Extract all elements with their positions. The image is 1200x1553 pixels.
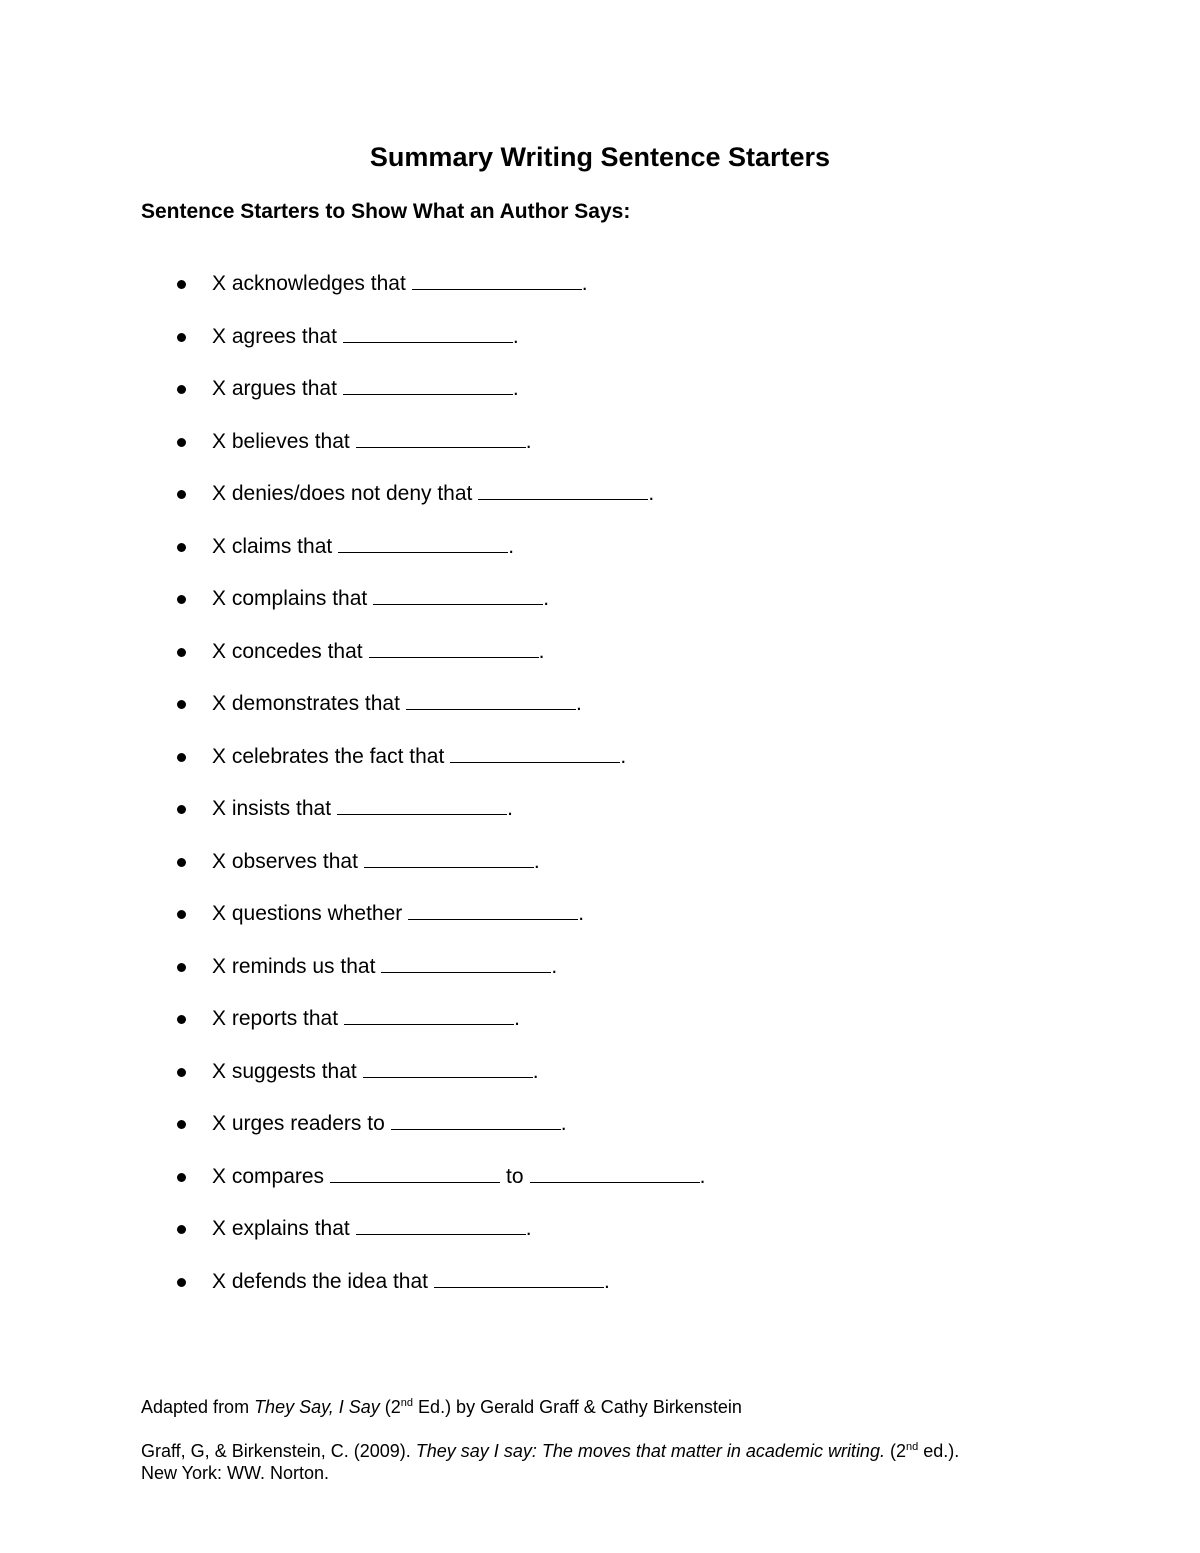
fill-in-blank xyxy=(406,689,576,710)
starter-end-punctuation: . xyxy=(512,377,519,400)
fill-in-blank xyxy=(381,952,551,973)
sentence-starter-item xyxy=(0,476,705,529)
starter-end-punctuation: . xyxy=(581,272,588,295)
fill-in-blank xyxy=(338,532,508,553)
sentence-starter-item xyxy=(0,529,705,582)
bullet-icon xyxy=(177,1015,186,1024)
sentence-starter-item xyxy=(0,1054,705,1107)
citation xyxy=(141,1440,959,1484)
bullet-icon xyxy=(177,700,186,709)
sentence-starter-item xyxy=(0,424,705,477)
sentence-starter-item xyxy=(0,896,705,949)
bullet-icon xyxy=(177,1120,186,1129)
fill-in-blank xyxy=(356,1214,526,1235)
starter-end-punctuation: . xyxy=(525,429,532,453)
starter-end-punctuation: . xyxy=(578,902,585,925)
citation-edition-close: ed.). xyxy=(918,1441,960,1461)
starter-text: X questions whether xyxy=(212,902,403,925)
fill-in-blank xyxy=(412,269,582,290)
starter-end-punctuation: . xyxy=(507,797,513,820)
fill-in-blank xyxy=(450,742,620,763)
starter-text: X agrees that xyxy=(212,324,337,348)
sentence-starter-item xyxy=(0,686,705,739)
bullet-icon xyxy=(177,1068,186,1077)
bullet-icon xyxy=(177,963,186,972)
citation-title: They say I say: The moves that matter in academic writing. xyxy=(415,1441,885,1461)
bullet-icon xyxy=(177,648,186,657)
bullet-icon xyxy=(177,1225,186,1234)
bullet-icon xyxy=(177,333,186,342)
sentence-starter-item xyxy=(0,1264,705,1317)
starter-end-punctuation: . xyxy=(538,639,545,663)
sentence-starter-item xyxy=(0,319,705,372)
adaptation-book-title: They Say, I Say xyxy=(254,1397,380,1417)
sentence-starter-item xyxy=(0,266,705,319)
sentence-starter-item xyxy=(0,949,705,1002)
bullet-icon xyxy=(177,595,186,604)
citation-publisher: New York: WW. Norton. xyxy=(141,1463,330,1483)
bullet-icon xyxy=(177,1278,186,1287)
bullet-icon xyxy=(177,280,186,289)
fill-in-blank xyxy=(391,1109,561,1130)
fill-in-blank xyxy=(434,1267,604,1288)
starter-end-punctuation: . xyxy=(512,324,519,348)
sentence-starter-item xyxy=(0,844,705,897)
starter-text: X reports that xyxy=(212,1007,339,1030)
starter-text: X reminds us that xyxy=(212,954,376,978)
bullet-icon xyxy=(177,805,186,814)
starter-end-punctuation: . xyxy=(560,1112,567,1135)
citation-edition-sup: nd xyxy=(905,1441,919,1453)
starter-end-punctuation: . xyxy=(525,1217,532,1240)
bullet-icon xyxy=(177,490,186,499)
sentence-starter-item xyxy=(0,1211,705,1264)
bullet-icon xyxy=(177,385,186,394)
fill-in-blank xyxy=(343,322,513,343)
fill-in-blank xyxy=(356,427,526,448)
fill-in-blank xyxy=(363,1057,533,1078)
fill-in-blank xyxy=(330,1162,500,1183)
sentence-starter-item xyxy=(0,1159,705,1212)
starter-end-punctuation: . xyxy=(508,534,515,558)
bullet-icon xyxy=(177,438,186,447)
fill-in-blank xyxy=(408,899,578,920)
starter-text: X complains that xyxy=(212,587,368,610)
sentence-starter-item xyxy=(0,634,705,687)
starter-text: X concedes that xyxy=(212,639,363,663)
bullet-icon xyxy=(177,543,186,552)
starter-text: X observes that xyxy=(212,849,358,873)
fill-in-blank xyxy=(369,637,539,658)
sentence-starter-item xyxy=(0,581,705,634)
adaptation-prefix: Adapted from xyxy=(141,1397,255,1417)
starter-end-punctuation: . xyxy=(543,587,550,610)
starter-end-punctuation: . xyxy=(533,849,540,873)
starter-text: X demonstrates that xyxy=(212,692,400,715)
sentence-starter-item xyxy=(0,791,705,844)
fill-in-blank xyxy=(478,479,648,500)
starter-end-punctuation: . xyxy=(532,1059,539,1083)
adaptation-edition-open: (2 xyxy=(379,1397,401,1417)
fill-in-blank xyxy=(373,584,543,605)
starter-end-punctuation: . xyxy=(551,954,558,978)
starter-text: X suggests that xyxy=(212,1059,357,1083)
bullet-icon xyxy=(177,753,186,762)
adaptation-note xyxy=(141,1396,742,1418)
starter-text: X claims that xyxy=(212,534,333,558)
fill-in-blank xyxy=(364,847,534,868)
sentence-starter-item xyxy=(0,371,705,424)
bullet-icon xyxy=(177,910,186,919)
adaptation-edition-close: Ed.) by Gerald Graff & Cathy Birkenstein xyxy=(413,1397,742,1417)
starter-connector-text: to xyxy=(506,1164,524,1188)
fill-in-blank xyxy=(337,794,507,815)
section-heading: Sentence Starters to Show What an Author Says: xyxy=(141,200,631,223)
sentence-starter-item xyxy=(0,1001,705,1054)
starter-end-punctuation: . xyxy=(514,1007,520,1030)
starter-end-punctuation: . xyxy=(648,482,655,505)
fill-in-blank xyxy=(343,374,513,395)
starter-text: X insists that xyxy=(212,797,332,820)
sentence-starter-item xyxy=(0,1106,705,1159)
starter-text: X denies/does not deny that xyxy=(212,482,473,505)
starter-text: X explains that xyxy=(212,1217,350,1240)
starter-end-punctuation: . xyxy=(604,1269,610,1293)
starter-text: X celebrates the fact that xyxy=(212,744,445,768)
starter-text: X argues that xyxy=(212,377,337,400)
sentence-starter-item xyxy=(0,739,705,792)
citation-authors: Graff, G, & Birkenstein, C. (2009). xyxy=(141,1441,416,1461)
starter-text: X acknowledges that xyxy=(212,272,406,295)
starter-text: X defends the idea that xyxy=(212,1269,428,1293)
sentence-starter-list xyxy=(0,266,705,1316)
starter-end-punctuation: . xyxy=(620,744,627,768)
fill-in-blank xyxy=(530,1162,700,1183)
bullet-icon xyxy=(177,1173,186,1182)
starter-text: X compares xyxy=(212,1164,325,1188)
citation-edition-open: (2 xyxy=(884,1441,906,1461)
starter-text: X urges readers to xyxy=(212,1112,385,1135)
adaptation-edition-sup: nd xyxy=(400,1397,414,1409)
starter-end-punctuation: . xyxy=(575,692,582,715)
starter-text: X believes that xyxy=(212,429,350,453)
page-title: Summary Writing Sentence Starters xyxy=(369,142,831,172)
fill-in-blank xyxy=(344,1004,514,1025)
bullet-icon xyxy=(177,858,186,867)
starter-end-punctuation: . xyxy=(699,1164,706,1188)
